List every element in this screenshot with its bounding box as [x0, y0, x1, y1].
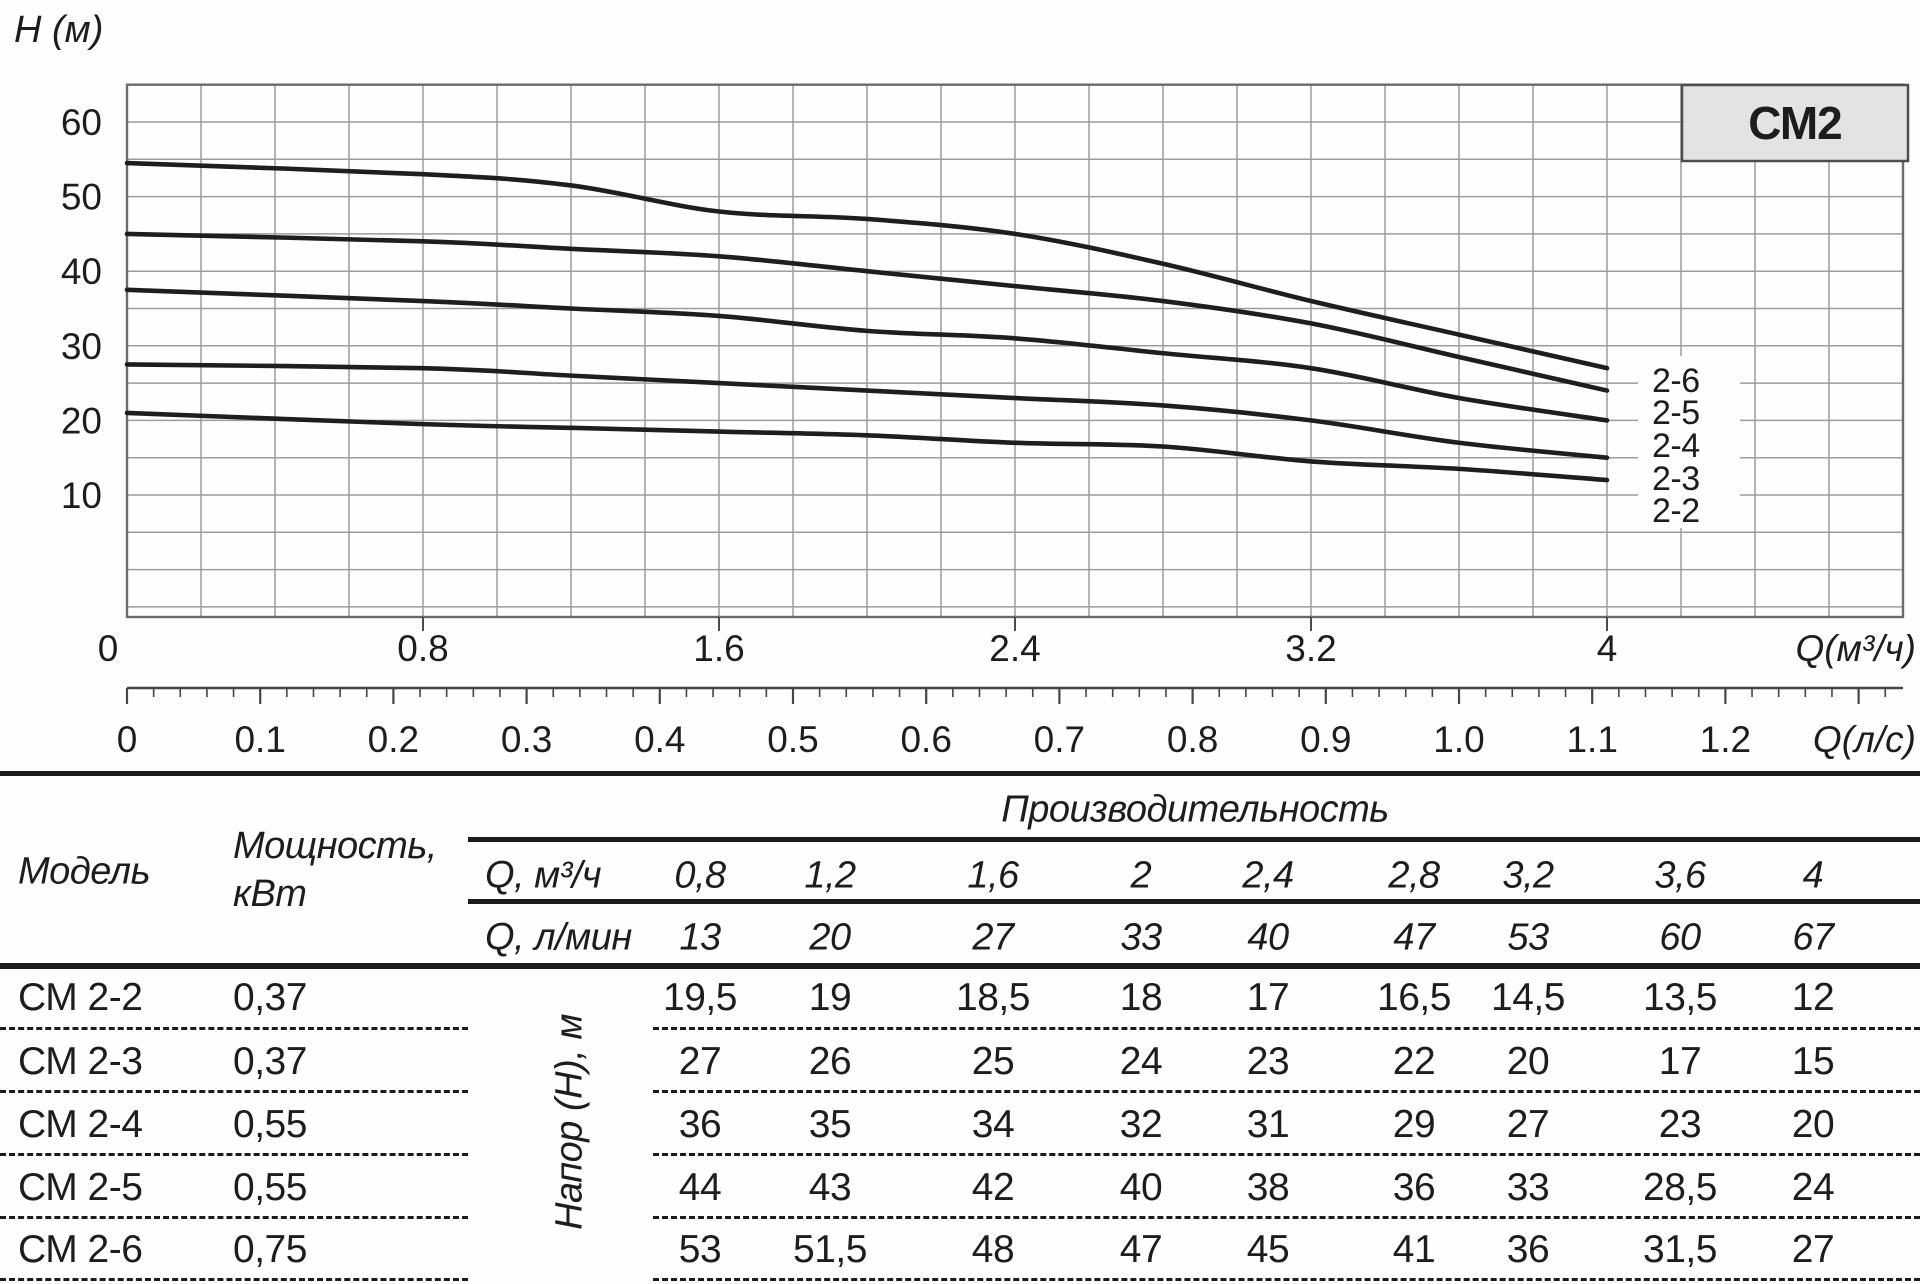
x-axis2-tick-label: 0 — [116, 719, 138, 760]
row-head-value: 12 — [1791, 976, 1835, 1019]
x-axis2-tick-label: 0.1 — [234, 719, 286, 760]
q-lmin-value: 20 — [809, 916, 851, 959]
q-m3h-value: 1,6 — [967, 854, 1019, 897]
q-lmin-value: 40 — [1247, 916, 1289, 959]
row-power: 0,37 — [233, 976, 307, 1019]
row-separator-right — [653, 1278, 1920, 1281]
q-lmin-value: 53 — [1507, 916, 1549, 959]
q-lmin-value: 47 — [1393, 916, 1435, 959]
row-head-value: 41 — [1392, 1228, 1436, 1271]
row-head-value: 38 — [1246, 1166, 1290, 1209]
series-title-label: СМ2 — [1748, 97, 1842, 149]
row-head-value: 44 — [678, 1166, 722, 1209]
row-head-value: 43 — [808, 1166, 852, 1209]
curve-label-2-4: 2-4 — [1652, 427, 1700, 465]
q-m3h-value: 3,6 — [1654, 854, 1706, 897]
y-tick-label: 20 — [60, 400, 102, 442]
row-head-value: 23 — [1246, 1040, 1290, 1083]
row-head-value: 24 — [1791, 1166, 1835, 1209]
row-head-value: 27 — [1791, 1228, 1835, 1271]
row-model: СМ 2-2 — [18, 976, 143, 1019]
q-m3h-value: 0,8 — [674, 854, 726, 897]
x-axis1-tick-label: 0 — [97, 628, 119, 669]
x-axis1-tick-label: 2.4 — [989, 628, 1041, 669]
curve-label-2-6: 2-6 — [1652, 362, 1700, 400]
x-axis1-tick-label: 3.2 — [1285, 628, 1337, 669]
x-axis2-tick-label: 0.4 — [634, 719, 686, 760]
row-head-value: 15 — [1791, 1040, 1835, 1083]
row-separator-left — [0, 1278, 468, 1281]
row-separator-right — [653, 1153, 1920, 1156]
perf-mid-rule — [468, 899, 1920, 904]
x-axis2-tick-label: 0.3 — [500, 719, 553, 760]
x-axis2-tick-label: 0.7 — [1033, 719, 1086, 760]
row-head-value: 34 — [971, 1103, 1015, 1146]
row-model: СМ 2-6 — [18, 1228, 143, 1271]
curve-label-2-2: 2-2 — [1652, 492, 1700, 530]
q-m3h-value: 2 — [1130, 854, 1152, 897]
x-axis2-tick-label: 1.1 — [1566, 719, 1618, 760]
row-head-value: 19,5 — [663, 976, 737, 1019]
y-axis-title: H (м) — [14, 9, 104, 51]
row-head-value: 42 — [971, 1166, 1015, 1209]
performance-header: Производительность — [1001, 788, 1389, 831]
q-m3h-row-label: Q, м³/ч — [485, 854, 602, 897]
x-axis2-tick-label: 0.8 — [1166, 719, 1219, 760]
q-lmin-value: 33 — [1120, 916, 1162, 959]
x-axis2-tick-label: 1.2 — [1699, 719, 1752, 760]
row-head-value: 27 — [678, 1040, 722, 1083]
table-top-rule — [0, 771, 1920, 776]
row-head-value: 18,5 — [956, 976, 1030, 1019]
row-head-value: 17 — [1658, 1040, 1702, 1083]
perf-top-rule — [468, 837, 1920, 842]
row-head-value: 36 — [1392, 1166, 1436, 1209]
row-head-value: 31 — [1246, 1103, 1290, 1146]
q-m3h-value: 1,2 — [804, 854, 856, 897]
row-head-value: 25 — [971, 1040, 1015, 1083]
q-m3h-value: 2,4 — [1242, 854, 1294, 897]
row-head-value: 23 — [1658, 1103, 1702, 1146]
row-head-value: 13,5 — [1643, 976, 1717, 1019]
head-axis-label: Напор (Н), м — [548, 1014, 591, 1230]
curve-label-2-5: 2-5 — [1652, 394, 1700, 432]
q-lmin-value: 60 — [1659, 916, 1701, 959]
row-head-value: 36 — [1506, 1228, 1550, 1271]
q-lmin-value: 13 — [679, 916, 721, 959]
row-power: 0,55 — [233, 1166, 307, 1209]
row-head-value: 28,5 — [1643, 1166, 1717, 1209]
q-lmin-row-label: Q, л/мин — [485, 916, 632, 959]
row-separator-right — [653, 1090, 1920, 1093]
y-tick-label: 10 — [60, 475, 102, 516]
y-tick-label: 50 — [60, 176, 102, 218]
power-column-header: Мощность, кВт — [233, 825, 437, 915]
x-axis1-tick-label: 0.8 — [397, 628, 449, 669]
header-bottom-rule — [0, 963, 1920, 969]
row-head-value: 36 — [678, 1103, 722, 1146]
row-head-value: 18 — [1119, 976, 1163, 1019]
row-head-value: 19 — [808, 976, 852, 1019]
y-tick-label: 60 — [60, 102, 102, 143]
curve-label-2-3: 2-3 — [1652, 460, 1700, 498]
row-head-value: 29 — [1392, 1103, 1436, 1146]
row-head-value: 33 — [1506, 1166, 1550, 1209]
row-separator-left — [0, 1090, 468, 1093]
row-model: СМ 2-3 — [18, 1040, 143, 1083]
x-axis1-unit-label: Q(м³/ч) — [1795, 628, 1916, 669]
row-head-value: 20 — [1791, 1103, 1835, 1146]
x-axis2-tick-label: 0.2 — [367, 719, 420, 760]
row-head-value: 35 — [808, 1103, 852, 1146]
q-m3h-value: 2,8 — [1388, 854, 1440, 897]
row-power: 0,55 — [233, 1103, 307, 1146]
row-head-value: 45 — [1246, 1228, 1290, 1271]
row-head-value: 53 — [678, 1228, 722, 1271]
q-lmin-value: 67 — [1792, 916, 1834, 959]
q-lmin-value: 27 — [972, 916, 1014, 959]
row-power: 0,37 — [233, 1040, 307, 1083]
row-separator-right — [653, 1027, 1920, 1030]
row-head-value: 32 — [1119, 1103, 1163, 1146]
q-m3h-value: 3,2 — [1502, 854, 1554, 897]
row-head-value: 27 — [1506, 1103, 1550, 1146]
x-axis1-tick-label: 1.6 — [693, 628, 745, 669]
row-head-value: 24 — [1119, 1040, 1163, 1083]
row-head-value: 51,5 — [793, 1228, 867, 1271]
row-separator-right — [653, 1216, 1920, 1219]
y-tick-label: 30 — [60, 325, 102, 367]
y-tick-label: 40 — [60, 251, 102, 293]
x-axis2-tick-label: 0.6 — [900, 719, 952, 760]
x-axis2-tick-label: 1.0 — [1433, 719, 1485, 760]
row-head-value: 26 — [808, 1040, 852, 1083]
row-power: 0,75 — [233, 1228, 307, 1271]
x-axis2-tick-label: 0.5 — [767, 719, 819, 760]
row-model: СМ 2-5 — [18, 1166, 143, 1209]
row-head-value: 47 — [1119, 1228, 1163, 1271]
row-head-value: 40 — [1119, 1166, 1163, 1209]
row-head-value: 14,5 — [1491, 976, 1565, 1019]
row-separator-left — [0, 1153, 468, 1156]
model-column-header: Модель — [18, 850, 151, 893]
row-head-value: 20 — [1506, 1040, 1550, 1083]
row-head-value: 22 — [1392, 1040, 1436, 1083]
x-axis1-tick-label: 4 — [1596, 628, 1618, 669]
row-separator-left — [0, 1027, 468, 1030]
row-model: СМ 2-4 — [18, 1103, 143, 1146]
x-axis2-unit-label: Q(л/с) — [1812, 719, 1916, 760]
row-head-value: 31,5 — [1643, 1228, 1717, 1271]
row-separator-left — [0, 1216, 468, 1219]
x-axis2-tick-label: 0.9 — [1300, 719, 1352, 760]
row-head-value: 48 — [971, 1228, 1015, 1271]
row-head-value: 16,5 — [1377, 976, 1451, 1019]
row-head-value: 17 — [1246, 976, 1290, 1019]
q-m3h-value: 4 — [1802, 854, 1824, 897]
